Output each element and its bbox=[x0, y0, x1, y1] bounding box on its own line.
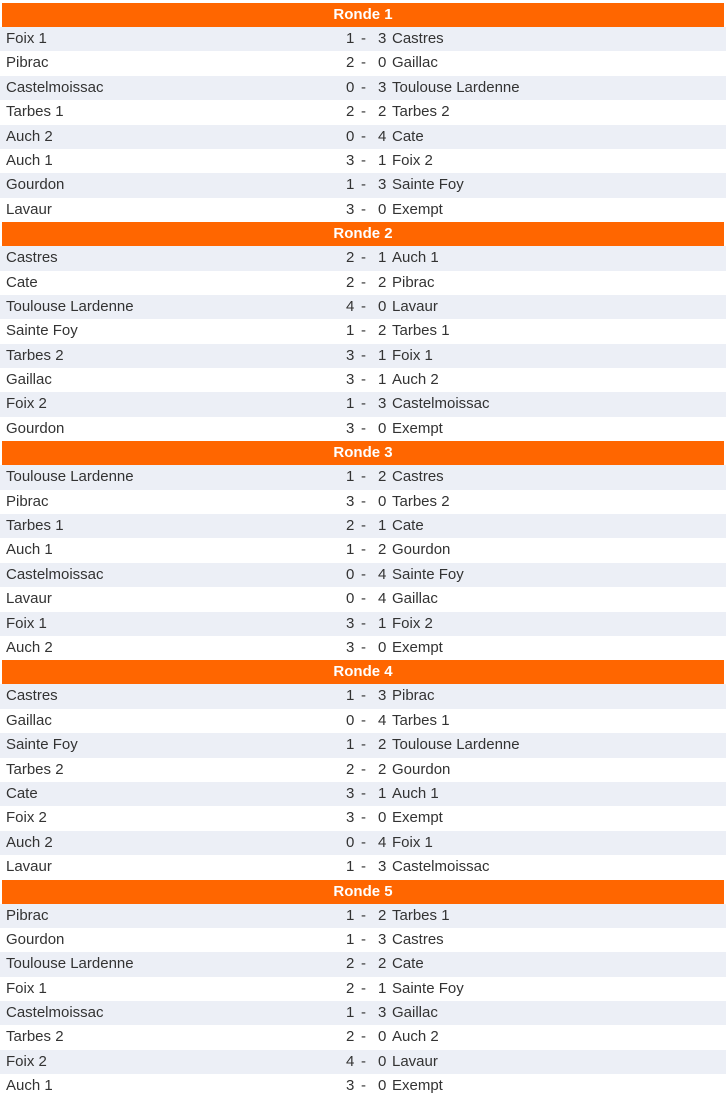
away-team: Exempt bbox=[392, 1077, 443, 1095]
home-score: 0 bbox=[346, 833, 355, 851]
home-score: 3 bbox=[346, 346, 355, 364]
match-row bbox=[0, 928, 726, 952]
home-team: Lavaur bbox=[6, 200, 52, 218]
away-score: 2 bbox=[378, 468, 387, 486]
score-separator: - bbox=[361, 979, 366, 997]
home-score: 3 bbox=[346, 784, 355, 802]
match-row bbox=[0, 587, 726, 611]
round-header: Ronde 4 bbox=[2, 660, 724, 684]
score-separator: - bbox=[361, 273, 366, 291]
away-score: 2 bbox=[378, 273, 387, 291]
away-team: Lavaur bbox=[392, 1052, 438, 1070]
score-separator: - bbox=[361, 784, 366, 802]
away-score: 1 bbox=[378, 151, 387, 169]
home-score: 1 bbox=[346, 176, 355, 194]
round-section bbox=[0, 3, 726, 222]
away-score: 0 bbox=[378, 492, 387, 510]
score-separator: - bbox=[361, 614, 366, 632]
score-separator: - bbox=[361, 249, 366, 267]
away-team: Sainte Foy bbox=[392, 565, 464, 583]
home-score: 3 bbox=[346, 1077, 355, 1095]
away-team: Exempt bbox=[392, 419, 443, 437]
away-team: Foix 1 bbox=[392, 346, 433, 364]
match-row bbox=[0, 1074, 726, 1098]
home-team: Sainte Foy bbox=[6, 322, 78, 340]
score-separator: - bbox=[361, 103, 366, 121]
match-row bbox=[0, 782, 726, 806]
away-score: 0 bbox=[378, 1052, 387, 1070]
score-separator: - bbox=[361, 833, 366, 851]
home-score: 2 bbox=[346, 1028, 355, 1046]
home-team: Auch 1 bbox=[6, 1077, 53, 1095]
home-score: 2 bbox=[346, 979, 355, 997]
away-team: Gaillac bbox=[392, 1004, 438, 1022]
home-team: Foix 2 bbox=[6, 1052, 47, 1070]
score-separator: - bbox=[361, 517, 366, 535]
home-score: 3 bbox=[346, 419, 355, 437]
home-score: 1 bbox=[346, 468, 355, 486]
away-team: Lavaur bbox=[392, 297, 438, 315]
home-team: Foix 2 bbox=[6, 395, 47, 413]
score-separator: - bbox=[361, 297, 366, 315]
away-team: Exempt bbox=[392, 200, 443, 218]
home-team: Lavaur bbox=[6, 590, 52, 608]
match-row bbox=[0, 100, 726, 124]
away-score: 1 bbox=[378, 517, 387, 535]
score-separator: - bbox=[361, 858, 366, 876]
match-row bbox=[0, 465, 726, 489]
away-team: Gaillac bbox=[392, 590, 438, 608]
away-score: 2 bbox=[378, 955, 387, 973]
match-row bbox=[0, 538, 726, 562]
away-team: Castres bbox=[392, 930, 444, 948]
home-score: 3 bbox=[346, 614, 355, 632]
away-score: 3 bbox=[378, 395, 387, 413]
away-team: Toulouse Lardenne bbox=[392, 78, 520, 96]
away-score: 2 bbox=[378, 906, 387, 924]
score-separator: - bbox=[361, 541, 366, 559]
match-row bbox=[0, 514, 726, 538]
home-team: Pibrac bbox=[6, 54, 49, 72]
match-row bbox=[0, 684, 726, 708]
home-team: Castelmoissac bbox=[6, 1004, 104, 1022]
away-score: 4 bbox=[378, 565, 387, 583]
home-score: 2 bbox=[346, 273, 355, 291]
home-score: 3 bbox=[346, 371, 355, 389]
score-separator: - bbox=[361, 78, 366, 96]
match-row bbox=[0, 855, 726, 879]
match-row bbox=[0, 76, 726, 100]
match-row bbox=[0, 51, 726, 75]
home-score: 0 bbox=[346, 78, 355, 96]
away-score: 1 bbox=[378, 979, 387, 997]
home-team: Castres bbox=[6, 249, 58, 267]
home-team: Foix 2 bbox=[6, 809, 47, 827]
home-score: 3 bbox=[346, 492, 355, 510]
round-section bbox=[0, 441, 726, 660]
away-team: Tarbes 1 bbox=[392, 711, 450, 729]
away-team: Castres bbox=[392, 468, 444, 486]
away-team: Cate bbox=[392, 517, 424, 535]
home-score: 1 bbox=[346, 30, 355, 47]
match-row bbox=[0, 271, 726, 295]
home-score: 0 bbox=[346, 565, 355, 583]
away-score: 2 bbox=[378, 541, 387, 559]
away-team: Pibrac bbox=[392, 273, 435, 291]
home-team: Cate bbox=[6, 273, 38, 291]
home-team: Tarbes 2 bbox=[6, 760, 64, 778]
match-row bbox=[0, 758, 726, 782]
match-row bbox=[0, 1025, 726, 1049]
score-separator: - bbox=[361, 151, 366, 169]
home-score: 0 bbox=[346, 127, 355, 145]
home-team: Sainte Foy bbox=[6, 736, 78, 754]
match-row bbox=[0, 246, 726, 270]
home-team: Pibrac bbox=[6, 492, 49, 510]
match-row bbox=[0, 977, 726, 1001]
home-score: 1 bbox=[346, 395, 355, 413]
home-team: Gourdon bbox=[6, 419, 65, 437]
home-score: 2 bbox=[346, 249, 355, 267]
score-separator: - bbox=[361, 1004, 366, 1022]
home-score: 1 bbox=[346, 1004, 355, 1022]
score-separator: - bbox=[361, 565, 366, 583]
away-score: 0 bbox=[378, 809, 387, 827]
away-team: Exempt bbox=[392, 809, 443, 827]
round-section bbox=[0, 660, 726, 879]
score-separator: - bbox=[361, 930, 366, 948]
away-team: Auch 1 bbox=[392, 249, 439, 267]
home-team: Tarbes 2 bbox=[6, 346, 64, 364]
match-row bbox=[0, 173, 726, 197]
score-separator: - bbox=[361, 176, 366, 194]
home-score: 2 bbox=[346, 517, 355, 535]
away-score: 1 bbox=[378, 371, 387, 389]
match-row bbox=[0, 198, 726, 222]
score-separator: - bbox=[361, 638, 366, 656]
match-row bbox=[0, 27, 726, 51]
home-team: Gourdon bbox=[6, 930, 65, 948]
away-score: 4 bbox=[378, 711, 387, 729]
score-separator: - bbox=[361, 322, 366, 340]
home-team: Foix 1 bbox=[6, 979, 47, 997]
away-team: Gourdon bbox=[392, 541, 451, 559]
home-team: Castres bbox=[6, 687, 58, 705]
away-score: 3 bbox=[378, 858, 387, 876]
away-score: 2 bbox=[378, 103, 387, 121]
round-header: Ronde 2 bbox=[2, 222, 724, 246]
score-separator: - bbox=[361, 419, 366, 437]
away-score: 0 bbox=[378, 297, 387, 315]
round-section bbox=[0, 222, 726, 441]
home-score: 3 bbox=[346, 151, 355, 169]
home-team: Foix 1 bbox=[6, 614, 47, 632]
home-score: 0 bbox=[346, 711, 355, 729]
away-score: 3 bbox=[378, 687, 387, 705]
home-team: Foix 1 bbox=[6, 30, 47, 47]
away-score: 1 bbox=[378, 346, 387, 364]
away-score: 0 bbox=[378, 1077, 387, 1095]
home-team: Auch 2 bbox=[6, 638, 53, 656]
match-row bbox=[0, 733, 726, 757]
away-score: 3 bbox=[378, 1004, 387, 1022]
home-team: Lavaur bbox=[6, 858, 52, 876]
away-score: 3 bbox=[378, 30, 387, 47]
away-team: Tarbes 2 bbox=[392, 492, 450, 510]
match-row bbox=[0, 392, 726, 416]
match-row bbox=[0, 368, 726, 392]
away-score: 0 bbox=[378, 638, 387, 656]
match-row bbox=[0, 295, 726, 319]
score-separator: - bbox=[361, 492, 366, 510]
away-team: Cate bbox=[392, 127, 424, 145]
away-team: Castelmoissac bbox=[392, 395, 490, 413]
away-team: Sainte Foy bbox=[392, 979, 464, 997]
match-row bbox=[0, 563, 726, 587]
match-row bbox=[0, 709, 726, 733]
away-score: 3 bbox=[378, 78, 387, 96]
away-score: 2 bbox=[378, 736, 387, 754]
away-team: Foix 2 bbox=[392, 614, 433, 632]
away-score: 4 bbox=[378, 127, 387, 145]
away-team: Auch 2 bbox=[392, 1028, 439, 1046]
home-score: 4 bbox=[346, 297, 355, 315]
home-team: Auch 2 bbox=[6, 833, 53, 851]
score-separator: - bbox=[361, 760, 366, 778]
score-separator: - bbox=[361, 906, 366, 924]
home-team: Gourdon bbox=[6, 176, 65, 194]
home-score: 4 bbox=[346, 1052, 355, 1070]
round-section bbox=[0, 880, 726, 1099]
away-score: 1 bbox=[378, 249, 387, 267]
home-score: 3 bbox=[346, 638, 355, 656]
match-row bbox=[0, 490, 726, 514]
round-header: Ronde 1 bbox=[2, 3, 724, 27]
home-score: 1 bbox=[346, 930, 355, 948]
home-score: 1 bbox=[346, 687, 355, 705]
away-team: Gourdon bbox=[392, 760, 451, 778]
match-row bbox=[0, 806, 726, 830]
away-score: 0 bbox=[378, 1028, 387, 1046]
score-separator: - bbox=[361, 687, 366, 705]
score-separator: - bbox=[361, 371, 366, 389]
away-team: Gaillac bbox=[392, 54, 438, 72]
away-score: 0 bbox=[378, 419, 387, 437]
home-score: 3 bbox=[346, 200, 355, 218]
score-separator: - bbox=[361, 395, 366, 413]
away-team: Foix 2 bbox=[392, 151, 433, 169]
home-score: 1 bbox=[346, 736, 355, 754]
home-team: Pibrac bbox=[6, 906, 49, 924]
away-team: Auch 2 bbox=[392, 371, 439, 389]
away-score: 1 bbox=[378, 614, 387, 632]
score-separator: - bbox=[361, 346, 366, 364]
score-separator: - bbox=[361, 590, 366, 608]
score-separator: - bbox=[361, 127, 366, 145]
match-row bbox=[0, 1050, 726, 1074]
away-team: Castelmoissac bbox=[392, 858, 490, 876]
away-team: Cate bbox=[392, 955, 424, 973]
home-team: Tarbes 2 bbox=[6, 1028, 64, 1046]
away-score: 0 bbox=[378, 54, 387, 72]
home-score: 2 bbox=[346, 955, 355, 973]
home-team: Toulouse Lardenne bbox=[6, 955, 134, 973]
score-separator: - bbox=[361, 30, 366, 47]
home-score: 2 bbox=[346, 54, 355, 72]
home-team: Toulouse Lardenne bbox=[6, 468, 134, 486]
score-separator: - bbox=[361, 711, 366, 729]
match-row bbox=[0, 952, 726, 976]
home-team: Auch 1 bbox=[6, 541, 53, 559]
home-team: Gaillac bbox=[6, 371, 52, 389]
away-score: 2 bbox=[378, 322, 387, 340]
home-team: Cate bbox=[6, 784, 38, 802]
away-team: Tarbes 2 bbox=[392, 103, 450, 121]
score-separator: - bbox=[361, 1052, 366, 1070]
home-score: 2 bbox=[346, 103, 355, 121]
away-team: Castres bbox=[392, 30, 444, 47]
away-team: Auch 1 bbox=[392, 784, 439, 802]
away-score: 4 bbox=[378, 590, 387, 608]
match-row bbox=[0, 417, 726, 441]
away-score: 3 bbox=[378, 176, 387, 194]
away-team: Tarbes 1 bbox=[392, 906, 450, 924]
match-row bbox=[0, 149, 726, 173]
home-score: 2 bbox=[346, 760, 355, 778]
round-header: Ronde 5 bbox=[2, 880, 724, 904]
home-team: Auch 1 bbox=[6, 151, 53, 169]
match-row bbox=[0, 344, 726, 368]
home-team: Castelmoissac bbox=[6, 565, 104, 583]
home-score: 1 bbox=[346, 858, 355, 876]
away-team: Tarbes 1 bbox=[392, 322, 450, 340]
score-separator: - bbox=[361, 809, 366, 827]
home-team: Tarbes 1 bbox=[6, 517, 64, 535]
away-score: 3 bbox=[378, 930, 387, 948]
away-team: Pibrac bbox=[392, 687, 435, 705]
home-score: 3 bbox=[346, 809, 355, 827]
away-team: Exempt bbox=[392, 638, 443, 656]
away-team: Foix 1 bbox=[392, 833, 433, 851]
away-score: 1 bbox=[378, 784, 387, 802]
home-team: Gaillac bbox=[6, 711, 52, 729]
home-score: 1 bbox=[346, 541, 355, 559]
match-row bbox=[0, 636, 726, 660]
round-header: Ronde 3 bbox=[2, 441, 724, 465]
away-team: Toulouse Lardenne bbox=[392, 736, 520, 754]
home-team: Tarbes 1 bbox=[6, 103, 64, 121]
home-score: 1 bbox=[346, 906, 355, 924]
score-separator: - bbox=[361, 736, 366, 754]
match-row bbox=[0, 1001, 726, 1025]
score-separator: - bbox=[361, 1028, 366, 1046]
score-separator: - bbox=[361, 468, 366, 486]
away-team: Sainte Foy bbox=[392, 176, 464, 194]
match-row bbox=[0, 904, 726, 928]
away-score: 4 bbox=[378, 833, 387, 851]
home-score: 1 bbox=[346, 322, 355, 340]
score-separator: - bbox=[361, 1077, 366, 1095]
home-score: 0 bbox=[346, 590, 355, 608]
score-separator: - bbox=[361, 54, 366, 72]
match-row bbox=[0, 125, 726, 149]
score-separator: - bbox=[361, 200, 366, 218]
home-team: Castelmoissac bbox=[6, 78, 104, 96]
match-row bbox=[0, 319, 726, 343]
away-score: 2 bbox=[378, 760, 387, 778]
match-row bbox=[0, 831, 726, 855]
score-separator: - bbox=[361, 955, 366, 973]
match-row bbox=[0, 612, 726, 636]
home-team: Toulouse Lardenne bbox=[6, 297, 134, 315]
away-score: 0 bbox=[378, 200, 387, 218]
home-team: Auch 2 bbox=[6, 127, 53, 145]
